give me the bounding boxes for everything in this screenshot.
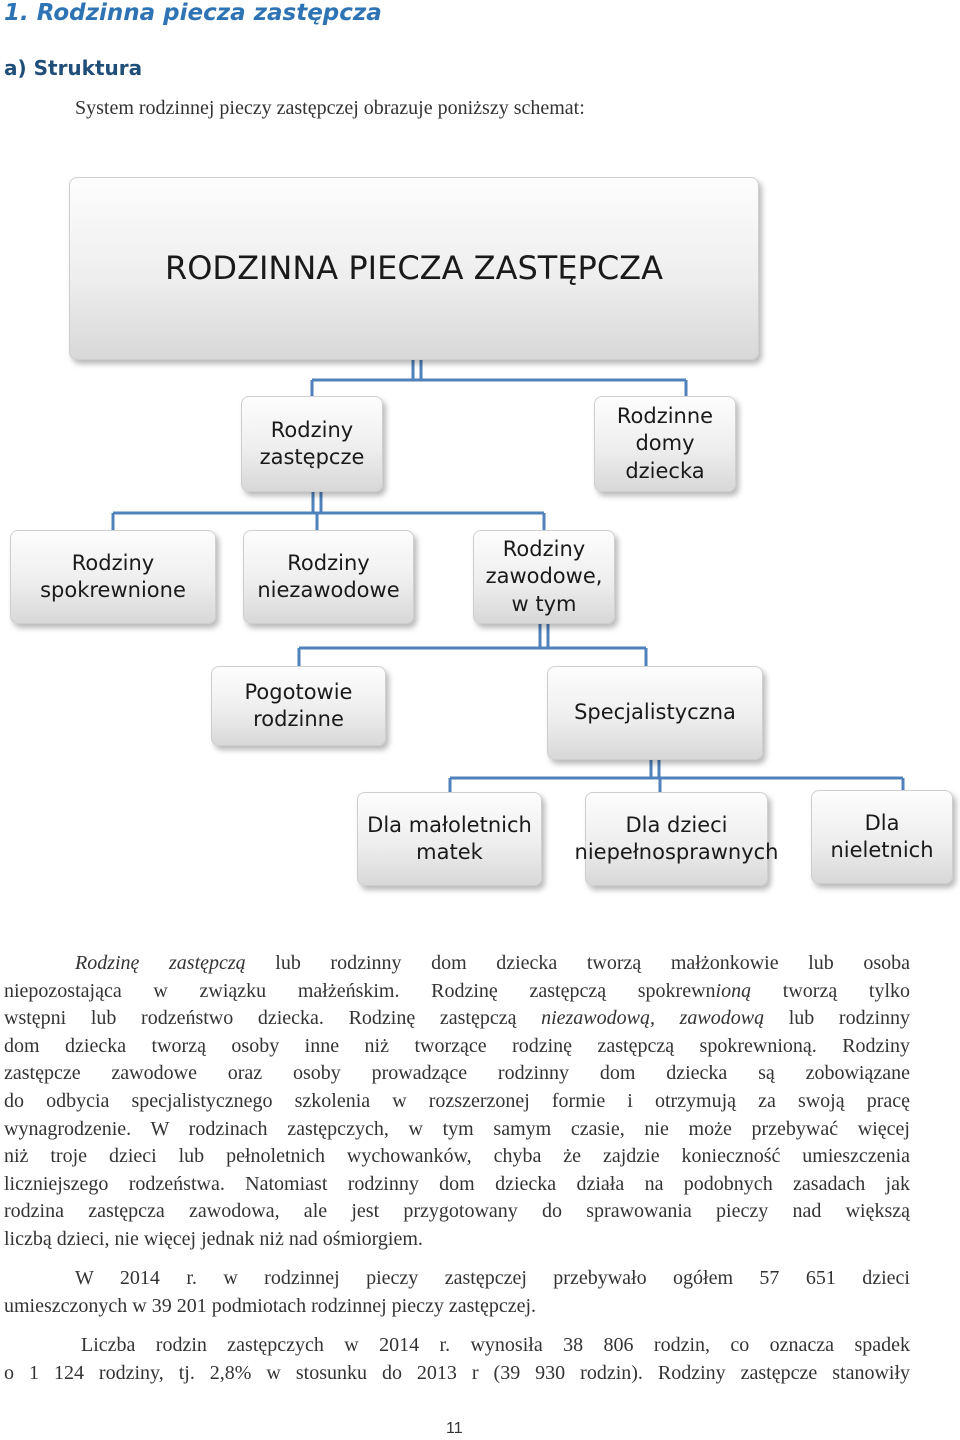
diagram-box-disabled-children [574, 792, 779, 886]
text-line [4, 978, 910, 1006]
diagram-box-nonprofessional-families [243, 530, 414, 624]
diagram-box-professional-families [473, 530, 615, 624]
text-run: tworzą tylko [751, 979, 910, 1002]
text-line: W 2014 r. w rodzinnej pieczy zastępczej przebywało ogółem 57 651 dzieci [75, 1267, 910, 1289]
diagram-box-label: Dla dzieci niepełnosprawnych [574, 812, 779, 864]
diagram-root-box [69, 177, 759, 360]
section-heading: 1. Rodzinna piecza zastępcza [4, 0, 382, 26]
text-line: o 1 124 rodziny, tj. 2,8% w stosunku do 2013 r (39 930 rodzin). Rodziny zastępcze stanowiły [4, 1361, 910, 1384]
text-line: liczniejszego rodzeństwa. Natomiast rodzinny dom dziecka działa na podobnych zasadach jak [4, 1172, 910, 1195]
text-run: lub rodzinny dom dziecka tworzą małżonkowie lub osoba [245, 952, 911, 974]
text-line: niż troje dzieci lub pełnoletnich wychowanków, chyba że zajdzie konieczność umieszczenia [4, 1145, 910, 1168]
text-line: rodzina zastępcza zawodowa, ale jest przygotowany do sprawowania pieczy nad większą [4, 1200, 910, 1223]
italic-term: ioną [715, 979, 752, 1002]
paragraph-definitions [4, 950, 910, 1254]
subsection-heading: a) Struktura [4, 56, 143, 80]
diagram-box-label: Specjalistyczna [574, 700, 736, 725]
paragraph-2014-children [4, 1265, 910, 1320]
text-line: Liczba rodzin zastępczych w 2014 r. wynosiła 38 806 rodzin, co oznacza spadek [81, 1334, 910, 1356]
text-line: liczbą dzieci, nie więcej jednak niż nad ośmiorgiem. [4, 1227, 423, 1250]
text-run: wstępni lub rodzeństwo dziecka. Rodzinę zastępczą [4, 1007, 542, 1030]
page-number: 11 [446, 1420, 463, 1437]
text-line [4, 1005, 910, 1033]
diagram-root-label: RODZINNA PIECZA ZASTĘPCZA [165, 248, 663, 287]
diagram-box-label: Dla nieletnich [830, 810, 934, 862]
diagram-box-related-families [10, 530, 216, 624]
text-line: umieszczonych w 39 201 podmiotach rodzinnej pieczy zastępczej. [4, 1294, 537, 1317]
text-line: dom dziecka tworzą osoby inne niż tworzące rodzinę zastępczą spokrewnioną. Rodziny [4, 1034, 910, 1057]
italic-term: Rodzinę zastępczą [75, 952, 246, 974]
diagram-box-family-children-homes [594, 396, 736, 492]
diagram-box-juveniles [811, 790, 953, 884]
diagram-box-label: Dla małoletnich matek [367, 812, 532, 864]
diagram-box-foster-families [241, 396, 383, 492]
text-run: lub rodzinny [764, 1007, 911, 1030]
diagram-box-label: Pogotowie rodzinne [244, 679, 353, 731]
diagram-box-label: Rodzinne domy dziecka [616, 404, 714, 483]
diagram-box-family-emergency [211, 666, 386, 746]
intro-text: System rodzinnej pieczy zastępczej obrazuje poniższy schemat: [75, 97, 585, 119]
diagram-box-label: Rodziny zastępcze [259, 417, 365, 469]
diagram-box-label: Rodziny zawodowe, w tym [485, 537, 603, 616]
diagram-box-specialist [547, 666, 763, 760]
text-line: do odbycia specjalistycznego szkolenia w rozszerzonej formie i otrzymują za swoją pracę [4, 1089, 910, 1112]
diagram-box-minor-mothers [357, 792, 542, 886]
paragraph-2014-families [4, 1332, 910, 1387]
italic-term: niezawodową, zawodową [541, 1007, 765, 1030]
text-line [4, 950, 910, 978]
text-line: zastępcze zawodowe oraz osoby prowadzące rodzinny dom dziecka są zobowiązane [4, 1062, 910, 1085]
text-line: wynagrodzenie. W rodzinach zastępczych, w tym samym czasie, nie może przebywać więcej [4, 1117, 910, 1140]
diagram-box-label: Rodziny spokrewnione [40, 550, 186, 602]
text-run: niepozostająca w związku małżeńskim. Rodzinę zastępczą spokrewn [4, 979, 716, 1002]
diagram-box-label: Rodziny niezawodowe [257, 550, 400, 602]
